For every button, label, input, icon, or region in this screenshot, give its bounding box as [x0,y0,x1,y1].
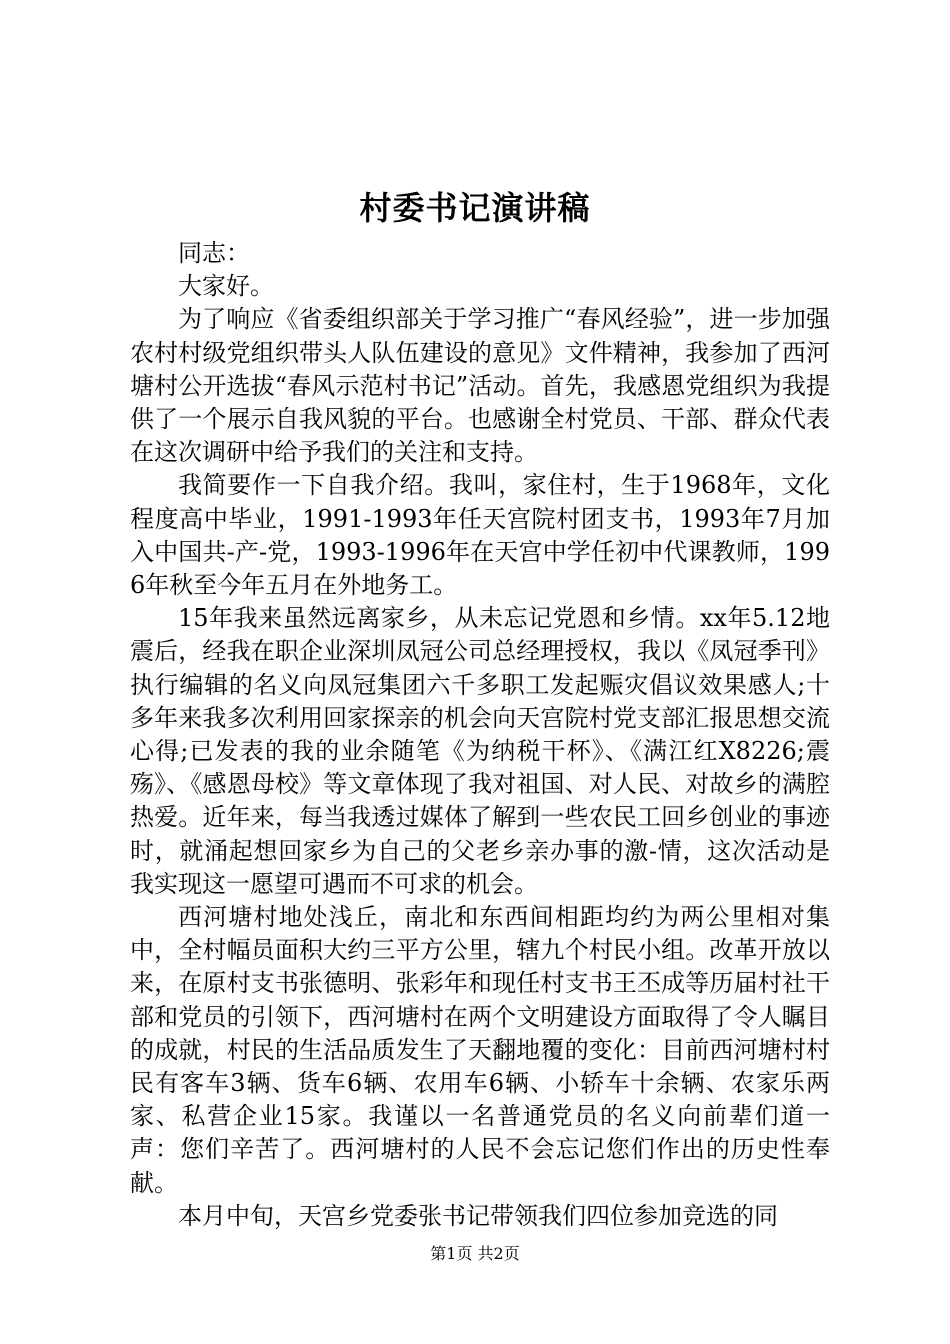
salutation: 同志： [178,239,250,267]
body-paragraph: 我简要作一下自我介绍。我叫，家住村，生于1968年，文化程度高中毕业，1991-1993年任天宫院村团支书，1993年7月加入中国共-产-党，1993-1996年在天宫中学任初中代课教师，1996年秋至今年五月在外地务工。 [130,471,830,600]
page-footer: 第1页 共2页 [430,1244,520,1263]
greeting: 大家好。 [178,272,274,301]
body-paragraph: 本月中旬，天宫乡党委张书记带领我们四位参加竞选的同 [178,1201,778,1230]
body-paragraph: 为了响应《省委组织部关于学习推广“春风经验”，进一步加强农村村级党组织带头人队伍建设的意见》文件精神，我参加了西河塘村公开选拔“春风示范村书记”活动。首先，我感恩党组织为我提供了一个展示自我风貌的平台。也感谢全村党员、干部、群众代表在这次调研中给予我们的关注和支持。 [130,305,830,467]
body-paragraph: 西河塘村地处浅丘，南北和东西间相距均约为两公里相对集中，全村幅员面积大约三平方公里，辖九个村民小组。改革开放以来，在原村支书张德明、张彩年和现任村支书王丕成等历届村社干部和党员的引领下，西河塘村在两个文明建设方面取得了令人瞩目的成就，村民的生活品质发生了天翻地覆的变化：目前西河塘村村民有客车3辆、货车6辆、农用车6辆、小轿车十余辆、农家乐两家、私营企业15家。我谨以一名普通党员的名义向前辈们道一声：您们辛苦了。西河塘村的人民不会忘记您们作出的历史性奉献。 [130,903,830,1197]
document-body [130,237,830,1233]
document-title: 村委书记演讲稿 [359,189,591,227]
body-paragraph: 15年我来虽然远离家乡，从未忘记党恩和乡情。xx年5.12地震后，经我在职企业深圳凤冠公司总经理授权，我以《凤冠季刊》执行编辑的名义向凤冠集团六千多职工发起赈灾倡议效果感人;十多年来我多次利用回家探亲的机会向天宫院村党支部汇报思想交流心得;已发表的我的业余随笔《为纳税干杯》、《满江红X8226;震殇》、《感恩母校》等文章体现了我对祖国、对人民、对故乡的满腔热爱。近年来，每当我透过媒体了解到一些农民工回乡创业的事迹时，就涌起想回家乡为自己的父老乡亲办事的激-情，这次活动是我实现这一愿望可遇而不可求的机会。 [130,604,830,898]
